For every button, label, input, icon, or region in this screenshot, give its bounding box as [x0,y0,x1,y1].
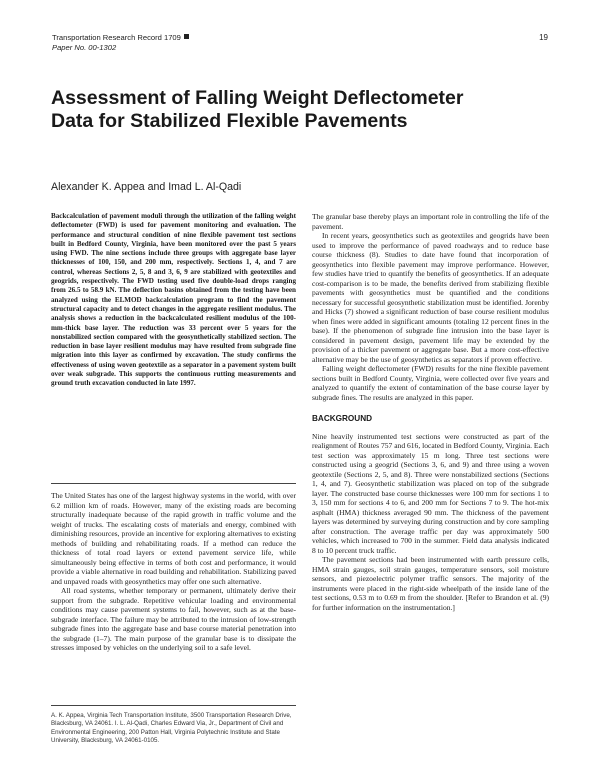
author-list: Alexander K. Appea and Imad L. Al-Qadi [51,181,242,193]
body-paragraph: The pavement sections had been instrumented with earth pressure cells, HMA strain gauges, soil strain gauges, temperature sensors, soil moisture sensors, and piezoelectric polymer traffic sensors. The majority of the instruments were placed in the right-side wheelpath of the inside lane of the test sections, 0.53 m to 0.69 m from the shoulder. [Refer to Brandon et al. (9) for further information on the instrumentation.] [312,555,549,612]
abstract-divider [51,483,296,484]
abstract [51,212,296,389]
body-paragraph: Nine heavily instrumented test sections were constructed as part of the realignment of Routes 757 and 616, located in Bedford County, Virginia. Each test section was approximately 15 m long. Three test sections were constructed using a geogrid (Sections 3, 6, and 9) and three using a woven geotextile (Sections 2, 5, and 8). Three were nonstabilized sections (Sections 1, 4, and 7). Geosynthetic stabilization was placed on top of the subgrade layer. The constructed base course thicknesses were 100 mm for sections 1 to 3, 150 mm for sections 4 to 6, and 200 mm for Sections 7 to 9. The hot-mix asphalt (HMA) thickness averaged 90 mm. The thickness of the pavement layers was determined by surveying during construction and by core sampling after construction. The average traffic per day was approximately 500 vehicles, which increased to 700 in the summer. Field data analysis indicated 8 to 10 percent truck traffic. [312,431,549,555]
left-body-column [51,491,296,653]
body-paragraph: The United States has one of the largest highway systems in the world, with over 6.2 million km of roads. However, many of the existing roads are becoming structurally inadequate because of the rapid growth in traffic volume and the weight of trucks. The escalating costs of materials and energy, combined with diminishing resources, provide an incentive for exploring alternatives to existing methods of building and rehabilitating roads. If a method can reduce the thickness of total road layers or extend pavement service life, while simultaneously being effective in terms of both cost and performance, it would provide a viable alternative in road building and rehabilitation. Stabilizing paved and unpaved roads with geosynthetics may offer one such alternative. [51,491,296,586]
running-head [52,33,548,53]
body-paragraph: The granular base thereby plays an important role in controlling the life of the pavement. [312,212,549,231]
right-body-column [312,212,549,612]
section-heading-background: BACKGROUND [312,414,373,423]
square-icon [184,34,189,39]
paper-number: Paper No. 00-1302 [52,43,117,52]
footnote-divider [51,705,296,706]
paper-title: Assessment of Falling Weight Deflectometer Data for Stabilized Flexible Pavements [51,87,464,132]
abstract-text: Backcalculation of pavement moduli through the utilization of the falling weight deflectometer (FWD) is used for pavement monitoring and evaluation. The performance and structural condition of nine flexible pavement test sections built in Bedford County, Virginia, have been monitored over the past 5 years using FWD. The nine sections include three groups with aggregate base layer thicknesses of 100, 150, and 200 mm, respectively. Sections 1, 4, and 7 are control, whereas Sections 2, 5, 8 and 3, 6, 9 are stabilized with geotextiles and geogrids, respectively. The FWD testing used five double-load drops ranging from 26.5 to 58.9 kN. The deflection basins obtained from the testing have been analyzed using the ELMOD backcalculation program to find the pavement structural capacity and to detect changes in the aggregate resilient modulus. The analysis shows a reduction in the backcalculated resilient modulus of the 100-mm-thick base layer. The reduction was 33 percent over 5 years for the nonstabilized section compared with the geosynthetically stabilized section. The reduction in base layer resilient modulus may have resulted from subgrade fine migration into this layer as confirmed by excavation. The study confirms the effectiveness of using woven geotextile as a separator in a pavement system built over weak subgrade. This supports the continuous rutting measurements and ground truth excavation conducted in late 1997. [51,212,296,388]
journal-name: Transportation Research Record 1709 [52,33,181,42]
body-paragraph: Falling weight deflectometer (FWD) results for the nine flexible pavement sections built in Bedford County, Virginia, were collected over five years and analyzed to quantify the extent of contamination of the base course layer by subgrade fines. The results are analyzed in this paper. [312,364,549,402]
author-affiliation-footnote: A. K. Appea, Virginia Tech Transportation Institute, 3500 Transportation Research Drive, Blacksburg, VA 24061. I. L. Al-Qadi, Charles Edward Via, Jr., Department of Civil and Environmental Engineering, 200 Patton Hall, Virginia Polytechnic Institute and State University, Blacksburg, VA 24061-0105. [51,712,292,744]
page-number: 19 [539,33,548,42]
body-paragraph: In recent years, geosynthetics such as geotextiles and geogrids have been used to improve the performance of paved roadways and to reduce base course thickness (8). Studies to date have found that incorporation of geosynthetics into flexible pavement may improve performance. However, few studies have tried to quantify the benefits of geosynthetics. If an adequate cost-comparison is to be made, the benefits derived from stabilizing flexible pavements with geosynthetics must be quantified and the conditions necessary for successful geosynthetic stabilization must be identified. Jorenby and Hicks (7) showed a significant reduction of base course resilient modulus when fines were added in significant amounts (totaling 12 percent fines in the base). If the phenomenon of subgrade fine intrusion into the base layer is considered in pavement design, pavement life may be extended by the provision of a thicker pavement or aggregate base. But a more cost-effective alternative may be the use of geosynthetics as separators if proven effective. [312,231,549,364]
body-paragraph: All road systems, whether temporary or permanent, ultimately derive their support from the subgrade. Repetitive vehicular loading and environmental conditions may cause pavement systems to fail, however, such as at the base-subgrade interface. The failure may be attributed to the intrusion of low-strength subgrade fines into the aggregate base and base course material penetration into the subgrade (1–7). The main purpose of the granular base is to dissipate the stresses imposed by vehicles on the underlying soil to a safe level. [51,586,296,652]
